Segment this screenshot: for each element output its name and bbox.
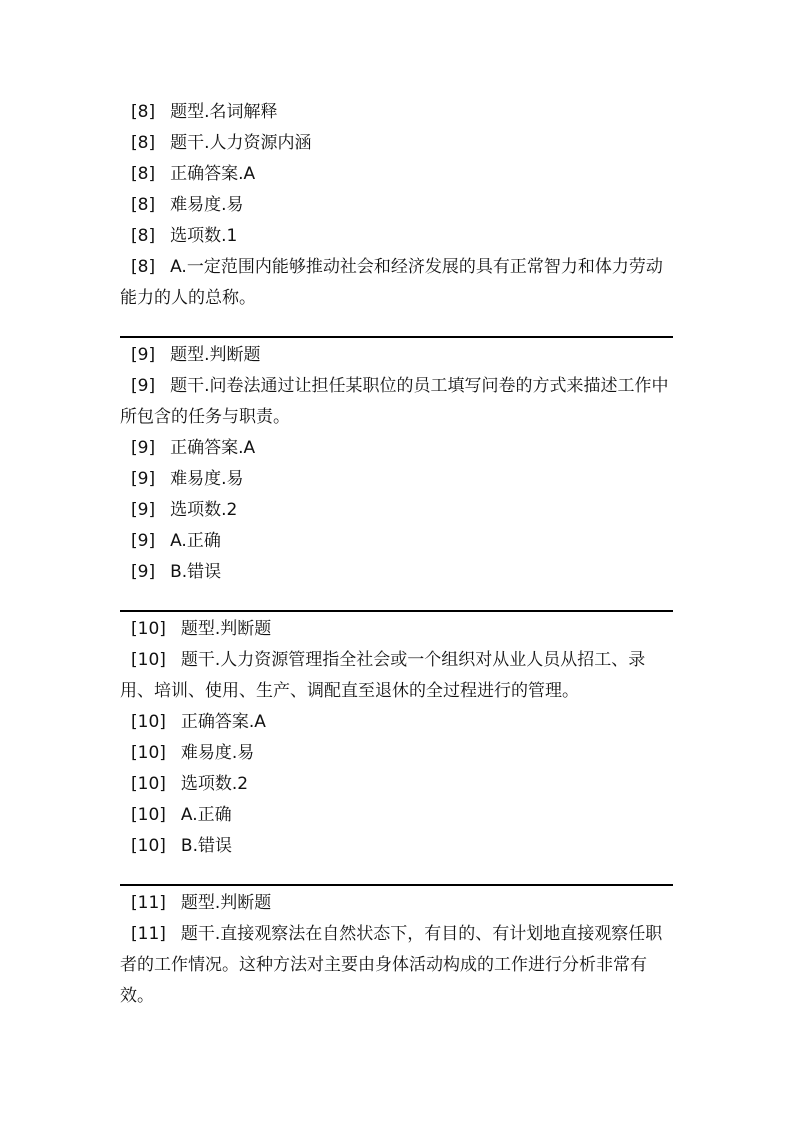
question-type-line [120, 340, 673, 371]
correct-answer: 正确答案.A [180, 712, 266, 732]
option-count: 选项数.2 [180, 774, 249, 794]
option-a-line [120, 800, 673, 831]
question-stem-line [120, 371, 673, 433]
question-number: [8] [131, 226, 156, 246]
option-a: A.正确 [180, 805, 232, 825]
question-10 [120, 614, 673, 862]
difficulty: 难易度.易 [180, 743, 255, 763]
question-number: [9] [131, 469, 156, 489]
option-a-line [120, 526, 673, 557]
question-8 [120, 97, 673, 314]
question-type: 题型.名词解释 [170, 102, 278, 122]
question-number: [9] [131, 376, 156, 396]
difficulty-line [120, 190, 673, 221]
question-number: [9] [131, 562, 156, 582]
correct-answer: 正确答案.A [170, 164, 256, 184]
question-number: [10] [131, 805, 166, 825]
question-stem: 题干.直接观察法在自然状态下，有目的、有计划地直接观察任职者的工作情况。这种方法对主要由身体活动构成的工作进行分析非常有效。 [120, 924, 663, 1006]
question-number: [8] [131, 257, 156, 277]
question-number: [10] [131, 650, 166, 670]
question-number: [11] [131, 893, 166, 913]
option-b-line [120, 831, 673, 862]
question-9 [120, 340, 673, 588]
question-number: [8] [131, 133, 156, 153]
correct-answer-line [120, 433, 673, 464]
option-count-line [120, 769, 673, 800]
difficulty: 难易度.易 [170, 469, 244, 489]
difficulty: 难易度.易 [170, 195, 244, 215]
correct-answer: 正确答案.A [170, 438, 256, 458]
question-stem-line [120, 919, 673, 1012]
question-number: [11] [131, 924, 166, 944]
option-count: 选项数.2 [170, 500, 238, 520]
question-number: [9] [131, 345, 156, 365]
question-type: 题型.判断题 [180, 893, 272, 913]
difficulty-line [120, 738, 673, 769]
question-number: [8] [131, 102, 156, 122]
correct-answer-line [120, 707, 673, 738]
correct-answer-line [120, 159, 673, 190]
question-number: [10] [131, 836, 166, 856]
option-a: A.正确 [170, 531, 221, 551]
section-divider [120, 884, 673, 886]
question-stem-line [120, 645, 673, 707]
question-number: [9] [131, 531, 156, 551]
section-divider [120, 336, 673, 338]
question-number: [10] [131, 619, 166, 639]
option-a-line [120, 252, 673, 314]
question-number: [10] [131, 774, 166, 794]
question-number: [8] [131, 164, 156, 184]
question-11 [120, 888, 673, 1012]
document-body [120, 97, 673, 1012]
question-type: 题型.判断题 [180, 619, 272, 639]
question-type-line [120, 614, 673, 645]
question-number: [9] [131, 438, 156, 458]
question-number: [9] [131, 500, 156, 520]
option-count: 选项数.1 [170, 226, 238, 246]
option-a: A.一定范围内能够推动社会和经济发展的具有正常智力和体力劳动能力的人的总称。 [120, 257, 663, 308]
question-number: [10] [131, 743, 166, 763]
option-b: B.错误 [170, 562, 222, 582]
question-number: [8] [131, 195, 156, 215]
question-stem: 题干.人力资源内涵 [170, 133, 312, 153]
option-b: B.错误 [180, 836, 232, 856]
option-b-line [120, 557, 673, 588]
question-stem-line [120, 128, 673, 159]
question-stem: 题干.人力资源管理指全社会或一个组织对从业人员从招工、录用、培训、使用、生产、调配直至退休的全过程进行的管理。 [120, 650, 646, 701]
difficulty-line [120, 464, 673, 495]
section-divider [120, 610, 673, 612]
question-number: [10] [131, 712, 166, 732]
question-type-line [120, 97, 673, 128]
question-type: 题型.判断题 [170, 345, 261, 365]
option-count-line [120, 495, 673, 526]
option-count-line [120, 221, 673, 252]
question-stem: 题干.问卷法通过让担任某职位的员工填写问卷的方式来描述工作中所包含的任务与职责。 [120, 376, 669, 427]
question-type-line [120, 888, 673, 919]
